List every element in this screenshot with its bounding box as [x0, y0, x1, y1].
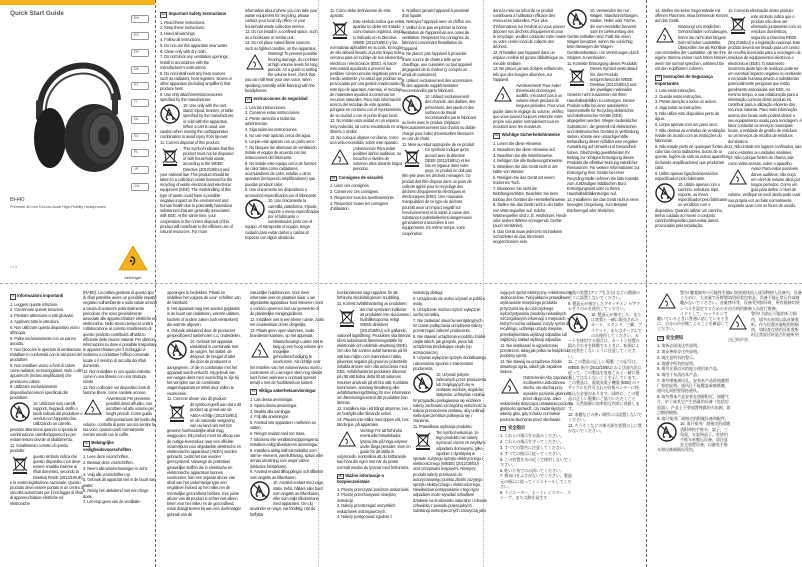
text-column: [413, 290, 487, 562]
instruction-text: 12. Installeer niet in een kleine ruimte, zoals een boekenkast of iets dergelijks.: [250, 316, 324, 327]
instruction-text: 6. Pulire esclusivamente con un panno asciutto.: [10, 335, 76, 346]
instruction-text: 4. Befolgen Sie alle Bedienungshinweise.: [493, 158, 564, 164]
instruction-text: 5. Använd inte apparaten i närheten av vatten.: [250, 420, 316, 431]
weee-bin-icon: [10, 455, 30, 475]
instruction-text: 2. Keep these instructions.: [160, 25, 206, 31]
brand-logo: [116, 245, 150, 281]
text-column: [568, 290, 642, 562]
instruction-text: 7. No bloquee las aberturas de ventilación. Instale el equipo de acuerdo con las instrucciones del fabricante.: [245, 144, 318, 161]
instruction-text: 2. Proszę przechowywać niniejszą instrukcję.: [337, 492, 396, 503]
language-code-badge: JP: [501, 425, 505, 430]
instruction-text: 8. 请勿将本产品安装在热源附近，如暖气片，炉子或其它产生热量的设备（包括功放器）。产品上不要放置裸露的火焰源，如点燃的蜡烛。: [657, 394, 731, 415]
instruction-text: 10. 请只使用厂商指定的或随货附带的手推车，架子，三角架，支架和桌子。若使用手推车来搬运设备，请注意安全放置设备，以避免手推车和设备倾倒而受伤。: [657, 421, 731, 453]
language-code-badge: NL: [84, 441, 89, 446]
text-column: [567, 8, 641, 280]
instruction-text: 5. No use este aparato cerca del agua.: [245, 133, 311, 139]
instruction-text: 12. No instale esta unidad en un espacio muy reducido, tal como encastrada en una librería o similar.: [330, 118, 403, 134]
headphones-image: [22, 38, 132, 178]
instruction-text: 6. Limpie este aparato con un paño seco.: [245, 138, 316, 144]
instruction-text: ¡Advertencia! Para evitar posibles daños auditivos, no escuche a niveles de volumen altos durante largos periodos.: [353, 145, 403, 172]
hearing-warning-icon: [655, 25, 675, 45]
instruction-text: 13. Ne placez jamais d'objets enflammés, tels que des bougies allumées, sur l'appareil.: [493, 66, 564, 82]
language-code-badge: PL: [338, 473, 343, 478]
instruction-text: 9. Use only attachments/accessories specified by the manufacturer.: [160, 91, 223, 103]
instruction-text: 5. Gebruik dit apparaat niet in de buurt van water.: [83, 477, 156, 488]
text-column: [160, 8, 234, 280]
language-code-badge: FR: [331, 175, 336, 180]
instruction-text: 4. 请遵守所有的说明。: [657, 360, 697, 366]
cart-tipover-warning-icon: [167, 340, 187, 360]
section-heading: [493, 132, 567, 139]
instruction-text: Dieses Symbol weist darauf hin, das Produkt entsprechend der WEEE Direktive (2012/19/EU) und der jeweiligen nationalen Gesetze nicht zusammen mit Ihren Haushaltsabfällen zu entsorgen. Dieses Produkt sollte bei einer autorisierten Sammelstelle für Recycling elektrischer und elektronischer Geräte (EEE) abgegeben werden. Wegen bedenklicher Substanzen, die generell mit elektrischen und elektronischen Geräten in Verbindung stehen, könnte eine unsachgemäße Behandlung dieser Abfallart eine negative Auswirkung auf Umwelt und Gesundheit haben. Gleichzeitig gewährleisten Ihr Beitrag zur richtigen Entsorgung dieses Produkts die effektive Nutzung natürlicher Ressourcen. Für weitere Informationen zur Entsorgung Ihrer Geräte bei einer Recycling-Stelle nehmen Sie bitte Kontakt zum zuständigen städtischen Büro, Entsorgungsamt oder zu Ihrem Haushaltsabfallentsorger auf.: [567, 66, 640, 197]
instruction-text: openingen te bedekken. Plaats en installeer het volgens de voor- schriften van de fabrikant.: [167, 290, 241, 306]
instruction-text: Avertissement! Pour éviter d'éventuels dommages auditifs, n'écoutez pas à un volume élevé pendant de longues périodes. Pour vous guider dans le réglage du volume, vérifiez que vous pouvez toujours entendre votre propre voix parler normalement tout en écoutant avec les écouteurs.: [493, 82, 565, 130]
text-column: [167, 290, 241, 562]
model-name: BH40: [10, 197, 25, 203]
instruction-text: 13. No coloque objetos con llama, como una vela encendida, sobre este aparato.: [330, 134, 399, 145]
instruction-text: 4. Volg alle voorschriften op.: [83, 471, 131, 477]
instruction-text: 5. 请勿在靠近水的地方使用本产品。: [657, 366, 721, 372]
instruction-text: 2. 请妥善保存这些说明。: [657, 349, 701, 355]
instruction-text: Varning! För att förhindra eventuella hörselskador, lyssna inte på höga volymer under långa perioder. Som en guide för att ställa in volymnivån, kontrollera att du fortfarande kan höra din egen röst när du pratar normalt medan du lyssnar med hörlurarna.: [337, 428, 411, 470]
instruction-text: 8. Do not install near any heat sources such as radiators, heat registers, stoves or other apparatus (including amplifiers) that produce heat.: [160, 70, 232, 92]
cart-tipover-warning-icon: [160, 104, 180, 124]
instruction-text: 3. Neem alle waarschuwingen in acht.: [83, 465, 148, 471]
language-code-badge: SV: [251, 389, 256, 394]
instruction-text: 10. Używać jedynie zalecanych przez producenta lub znajdujących się w zestawie wózków, stojaków, statywów, uchwytów i stołów. W przypadku posługiwania się wózkiem należy zachować szczególną ostrożność w trakcie przewożenia zestawu, aby uniknąć niebezpieczeństwa potknięcia się i zranienia.: [413, 371, 487, 424]
brand-name: behringer: [124, 275, 142, 280]
weee-bin-icon: [402, 148, 422, 168]
hearing-warning-icon: [493, 84, 513, 104]
guide-title: Quick Start Guide: [10, 10, 64, 17]
instruction-text: 5. Urządzenia nie wolno używać w pobliżu wody.: [413, 295, 485, 306]
language-tab-it[interactable]: IT: [131, 99, 149, 107]
fold-line: [0, 283, 802, 284]
instruction-text: 12. N'installez pas l'appareil dans un espace confiné tel qu'une bibliothèque ou meuble similaire.: [493, 50, 564, 66]
instruction-text: 4. Siga todas las instrucciones.: [245, 127, 298, 133]
product-subtitle: Premium 40 mm Circum-Aural High-Fidelity Headphones: [10, 205, 106, 209]
behringer-triangle-icon: [118, 245, 148, 271]
instruction-text: 2. Bewahren Sie diese Hinweise auf.: [493, 146, 556, 152]
language-code-badge: EN: [161, 12, 166, 16]
instruction-text: 警告! 聴覚障害の可能性を防ぐために、大音量で長時間聴かないでください。音量レベルを設定するためのガイドとして、ヘッドホンで聴いているときに普通に話しているときに、自分の声が聞こえることを確認してください。: [657, 290, 730, 332]
section-heading-text: 安全指示: [507, 424, 526, 430]
instruction-text: 3. Beachten Sie alle Warnhinweise.: [493, 152, 554, 158]
instruction-text: 10. Gebruik het apparaat uitsluitend in combinatie met de wagen, het statief, de driepoot, de beugel of tafel die door de producent is aangegeven, of die in combinatie met het apparaat wordt verkocht. Bij gebruik van een wagen dient men voorzichtig te zijn bij het verrijden van de combinatie wagen/apparaat en letsel door vallen te voorkomen.: [167, 338, 239, 396]
instruction-text: 8. Não instale perto de quaisquer fontes de calor tais como radiadores, bocas de ar quente, fogões de sala ou outros aparelhos (incluindo amplificadores) que produzam calor.: [655, 144, 729, 170]
section-heading-text: Informazioni importanti: [17, 293, 64, 298]
cover-accent-bar: [0, 0, 155, 5]
instruction-text: este símbolo indica que o produto não deve ser eliminado juntamente com os resíduos domésticos, segundo a Directiva REEE (2012/19/EU) e a legislação nacional. Este produto deverá ser levado para um centro de recolha licenciado para a reciclagem de resíduos de equipamentos eléctricos e electrónicos (EEE). O tratamento incorrecto deste tipo de resíduos pode ter um eventual impacto negativo no ambiente e na saúde humana devido a substâncias potencialmente perigosas que estão geralmente associadas aos EEE. Ao mesmo tempo, a sua colaboração para a eliminação correcta deste produto irá contribuir para a utilização eficiente dos recursos naturais. Para mais informação acerca dos locais onde poderá deixar o seu equipamento usado para reciclagem, é favor contactar os serviços municipais locais, a entidade de gestão de resíduos ou os serviços de recolha de resíduos domésticos.: [728, 13, 802, 144]
language-tab-cn[interactable]: CN: [131, 183, 149, 191]
weee-bin-icon: [167, 403, 187, 423]
section-heading-text: Important Safety Instructions: [168, 11, 227, 16]
instruction-text: 7. Non bloccare le aperture di ventilazione. Installare in conformità con le istruzioni del produttore.: [10, 346, 83, 363]
instruction-text: 9. Utilize apenas ligações/acessórios especificados pelo fabricante.: [655, 170, 718, 181]
instruction-text: Ten symbol wskazuje, że tego produktu nie należy wyrzucać razem ze zwykłymi odpadami domowymi, tylko zgodnie z dyrektywą w sprawie zużytego sprzętu elektrycznego i elektronicznego (WEEE) (2012/19/EU) oraz przepisami krajowymi. Niniejszy produkt należy przekazać do autoryzowanego punktu zbiórki zużytego sprzętu elektrycznego i elektronicznego. Niewłaściwe postępowanie z tego typu odpadami może wywołać szkodliwe działanie na środowisko naturalne i zdrowie człowieka z powodu potencjalnych substancji niebezpiecznych zazwyczaj jako: [413, 430, 487, 514]
hearing-warning-icon: [728, 167, 748, 187]
text-column: [728, 8, 802, 280]
instruction-text: 11. Correct disposal of this product:: [160, 140, 220, 145]
instruction-text: 11. Korrekt avfallshantering av produkten:: [337, 301, 408, 306]
instruction-text: kombinationen vagn-apparat, för att förhindra olycksfall genom snubbling.: [337, 290, 400, 301]
instruction-text: 8. Ne placez pas l'appareil à proximité d'une source de chaleur telle qu'un chauffage, une cuisinière ou tout appareil dégageant de la chaleur (y compris un ampli de puissance).: [402, 51, 472, 78]
instruction-text: 12. Installieren Sie das Gerät nicht in einer beengten Umgebung, zum Beispiel Bücherregal oder ähnliches.: [567, 197, 639, 213]
text-column: [83, 290, 157, 562]
instruction-text: 3. Heed all warnings.: [160, 31, 196, 37]
hearing-warning-icon: [657, 291, 677, 311]
instruction-text: 警告! 为防止可能的听力损伤，请勿长时间以高音量收听。作为设置音量级别的指南，请检查在使用耳机收听时正常说话时是否仍能听到自己的声音。: [728, 311, 799, 343]
instruction-text: 7. Blockieren Sie nicht die Belüftungsschlitze. Beachten Sie beim Einbau des Gerätes die Herstellerhinweise.: [493, 186, 567, 202]
hearing-warning-icon: [245, 52, 265, 72]
instruction-text: 4. Följ alla anvisningar.: [250, 414, 289, 420]
instruction-text: Ce symbole indique qu'en accord avec la directive DEEE (2012/19/EU) et les lois en vigueur dans votre pays, ce produit ne doit pas être jeté avec les déchets ménagers. Ce produit doit être déposé dans un point de collecte agréé pour le recyclage des déchets d'équipements électriques et électroniques (EEE). Une mauvaise manipulation de ce type de déchets pourrait avoir un impact négatif sur l'environnement et la santé à cause des substances potentiellement dangereuses généralement associées à ces équipements. En même temps, votre coopération: [402, 147, 472, 236]
text-column: [10, 290, 84, 562]
instruction-text: Aviso! Para evitar possíveis danos auditivos, não ouça em nível de volume altos por longos períodos. Como um guia para definir o nível de volume, verifique se você ainda pode ouvir sua própria voz ao falar normalmente enquanto ouve com os fones de ouvido.: [728, 166, 801, 208]
instruction-text: 9. 请只使用厂商指定的附属设备和配件。: [657, 415, 729, 421]
instruction-text: 11. この製品の正しい廃棄: この記号は、WEEE 指令 (2012/19/EU) および国内法に従って、この製品を家庭ごみと一緒に廃棄してはならないことを示しています。この製品は、廃電気電子機器 (EEE) のリサイクルを許可された収集センターに持ち込む必要があります。同時に、この製品の正しい廃棄にご協力いただくことで、天然資源の効率的な利用に貢献します。: [568, 359, 642, 412]
instruction-text: Este símbolo indica que este aparato no debe ser tratado como basura orgánica, según lo indicado en la Directiva WEEE (2012/19/EU) y las normativas aplicables en su país. En lugar de ello deberá llevarlo al punto limpio más cercano para el reciclaje de sus elementos eléctricos / electrónicos (EEE). Al hacer esto estará ayudando a prevenir las posibles consecuencias negativas para el medio ambiente y la salud que podrían ser provocadas por una gestión inadecuada de este tipo de aparatos. Además, el reciclaje de materiales ayudará a conservar los recursos naturales. Para más información acerca del reciclaje de este aparato, póngase en contacto con el Ayuntamiento de su ciudad o con el punto limpio local.: [330, 19, 404, 118]
instruction-text: 7. Blockera inte ventilationsöppningarna. Installera enligt tillverkarens anvisningar.: [250, 437, 319, 448]
instruction-text: 4. Należy postępować zgodnie z: [337, 514, 393, 520]
instruction-text: 6. 请用干布清洁本产品。: [657, 372, 701, 378]
version-label: V 1.0: [10, 265, 18, 269]
cart-tipover-warning-icon: [10, 402, 30, 422]
section-heading-text: Consignes de sécurité: [338, 174, 383, 180]
instruction-text: 5. N'utilisez jamais l'appareil à proximité d'un liquide.: [402, 8, 470, 19]
instruction-text: 3. Należy przestrzegać wszystkich wskazówek ostrzegawczych.: [337, 503, 396, 514]
language-tab-fr[interactable]: FR: [131, 49, 149, 57]
text-column: [330, 8, 404, 280]
instruction-text: 10. Utilizzare solo carrelli, supporti, treppiedi, staffe o tavoli indicati dal produttore o venduti con l'apparecchio. Utilizzando un carrello, prestare attenzione quando si sposta la combinazione carrello/apparecchio per evitare lesioni dovute al ribaltamento.: [10, 400, 83, 443]
section-heading-text: Viktiga säkerhetsanvisningar: [258, 388, 316, 394]
instruction-text: 12. Não instale em lugares confinados, tais como estantes ou unidades similares.: [728, 144, 802, 155]
instruction-text: 8. Installera aldrig intill värmekällor som värme- element, varmluftsintag, spisar eller annan utrustning som avger värme (inklusive förstärkare).: [250, 448, 323, 469]
instruction-text: 13. Do not place naked flame sources, such as lighted candles, on the apparatus.: [245, 40, 317, 51]
instruction-text: 2. これらの指示を守ってください。: [500, 439, 564, 445]
instruction-text: instrukcją obsługi.: [413, 290, 444, 295]
section-heading: [337, 473, 411, 485]
language-code-badge: CN: [658, 335, 663, 340]
language-tab-es[interactable]: ES: [131, 32, 149, 40]
instruction-text: 3. Preste atenção a todos os avisos.: [655, 99, 717, 105]
instruction-text: sujących sprzęt elektryczny i elektroniczny. Jednocześnie, Twój wkład w prawidłowe utylizowanie niniejszego produktu przyczynia się do oszczędnego wykorzystywania zasobów naturalnych. Szczegółowych informacji o miejscach, w których można oddawać zużyty sprzęt do recyklingu, udzielają urzędy miejskie, przedsiębiorstwa utylizacji odpadów lub najbliższy zakład utylizacji odpadów.: [500, 290, 573, 342]
instruction-text: Ostrzeżenie! Aby zapobiec możliwemu uszkodzeniu słuchu, nie słuchaj przy wysokim poziomie głośności przez długi czas. Jako wskazówkę dotyczącą ustawiania poziomu głośności sprawdź, czy nadal słyszysz własny głos, gdy mówisz normalnie podczas słuchania przez słuchawki.: [500, 375, 574, 422]
weee-bin-icon: [330, 20, 350, 40]
instruction-text: 6. Nettoyez l'appareil avec un chiffon sec.: [402, 19, 473, 24]
instruction-text: 8. Non installare vicino a fonti di calore come radiatori, termoregolatori, stufe o altri apparecchi (inclusi amplificatori) che producono calore.: [10, 362, 83, 384]
instruction-text: 3. すべての警告に注意してください。: [500, 445, 568, 451]
section-heading: [245, 96, 319, 103]
instruction-text: 1. Lisez ces consignes.: [330, 183, 370, 189]
instruction-text: 11. Correcte afvoer van dit product:: [167, 396, 227, 402]
language-tab-sv[interactable]: SV: [131, 133, 149, 141]
section-heading: [657, 335, 731, 342]
hearing-warning-icon: [250, 340, 270, 360]
instruction-text: 13. Placera inte källor med öppen eld, t.ex. tända ljus, på apparaten.: [337, 417, 410, 428]
instruction-text: 9. Använd endast tillkopplingar och tillbehör som angetts av tillverkaren.: [250, 469, 324, 480]
instruction-text: Waarschuwing! Luister niet te lang op een hoog volume om mogelijke gehoorbeschadiging te voorkomen. Als richtlijn voor het instellen van het volumeniveau moet u controleren of u uw eigen stem nog steeds kunt horen wanneer u normaal spreekt terwijl u met de hoofdtelefoon luistert.: [250, 338, 324, 386]
cart-tipover-warning-icon: [413, 373, 433, 393]
instruction-text: 9. 製造元が指定したアタッチメント/アクセサリのみを使用してください。: [568, 301, 641, 312]
instruction-text: 8. ラジエーター、ヒートレジスター、ストーブ、または熱を発生す: [500, 489, 572, 500]
instruction-text: 6. Clean only with dry cloth.: [160, 48, 207, 54]
instruction-text: natuurlijke hulpbronnen. Voor meer informatie over de plaatsen waar u uw afgedankte apparatuur kunt inleveren, kunt u contact opnemen met uw gemeente of de plaatselijke reinigingsdienst.: [250, 290, 323, 316]
instruction-text: 10. Utilize apenas com o carrinho, estrutura, tripé, suporte, ou mesa especificados pelo fabricante ou vendidos com o dispositivo. Quando utilizar um carrinho, tenha cuidado ao mover o conjunto carrinho/dispositivo para evitar danos provocados pela terpidação.: [655, 181, 728, 229]
instruction-text: 12. 本棚などの狭い場所には設置しないでください。: [568, 412, 642, 423]
weee-bin-icon: [160, 147, 180, 167]
instruction-text: 3. Prestare attenzione a tutti gli avvisi.: [10, 313, 74, 319]
language-code-badge: IT: [11, 294, 15, 298]
hearing-warning-icon: [83, 397, 103, 417]
instruction-text: 9. Utilizzare esclusivamente dispositivi/accessori specificati dal produttore.: [10, 384, 68, 400]
instruction-text: 12. Non installare in uno spazio ristretto, come in una libreria o in una struttura simile.: [83, 368, 151, 385]
section-heading-text: Instrucciones de seguridad: [253, 96, 308, 102]
instruction-text: 5. Non utilizzare questo dispositivo vicino all'acqua.: [10, 324, 80, 335]
instruction-text: 8. No instale este equipo cerca de fuentes de calor tales como radiadores, acumuladores de calor, estufas u otros aparatos (incluyendo amplificadores) que puedan producir calor.: [245, 160, 317, 187]
language-code-badge: DE: [494, 133, 499, 138]
instruction-text: 2. Spara dessa anvisningar.: [250, 402, 298, 408]
instruction-text: 1. Proszę przeczytać poniższe wskazówki.: [337, 486, 410, 492]
instruction-text: 3. Beakta alla varningar.: [250, 408, 291, 414]
instruction-text: 1. Leia estas instruções.: [655, 87, 697, 93]
instruction-text: 5. Não utilize este dispositivo perto de água.: [655, 111, 720, 122]
instruction-text: 10. Use únicamente la carretilla, plataforma, trípode, soporte o mesa especificados por el fabricante o suministrados junto con el equipo. Al transportar el equipo, tenga cuidado para evitar daños y caídas al tropezar con algún obstáculo.: [245, 198, 319, 240]
instruction-text: 13. Stellen Sie keine Gegenstände mit offenen Flammen, etwa brennende Kerzen, auf das Gerät.: [655, 8, 729, 24]
instruction-text: 3. 请注意所有的警示。: [657, 354, 697, 360]
instruction-text: 2. Conservez ces consignes.: [330, 189, 380, 195]
instruction-text: 5. この装置を水の近くで使用しないでください。: [500, 456, 572, 467]
instruction-text: 11. 如果液体流入或异物掉入设备内，设备请用原装包装盒，设备不能正常运作或被摔坏等，设备受到损坏时，所有维修均须由合格的维修人员进行维修。: [728, 290, 802, 311]
instruction-text: 2. Guarde estas instruções.: [655, 93, 702, 99]
instruction-text: 7. Do not block any ventilation openings. Install in accordance with the manufacturer's instructions.: [160, 54, 229, 70]
instruction-text: 9. Use únicamente los dispositivos o accesorios especificados por el fabricante.: [245, 187, 317, 198]
language-tab-jp[interactable]: JP: [131, 166, 149, 174]
instruction-text: 2. Conservare queste istruzioni.: [10, 307, 64, 313]
section-heading: [655, 74, 729, 86]
instruction-text: 13. ろうそくなどの裸火源を装置の上に置かないでください。: [568, 423, 642, 434]
language-tab-pt[interactable]: PT: [131, 82, 149, 90]
instruction-text: 7. Não obstrua as entradas de ventilação. Instale de acordo com as instruções do fabricante.: [655, 127, 726, 144]
instruction-text: 9. Utilisez exclusivement des accessoires et des appareils supplémentaires recommandés par le fabricant.: [402, 78, 473, 94]
section-heading-text: 安全须知: [665, 334, 683, 340]
instruction-text: 3. Respectez tous les avertissements.: [330, 194, 395, 200]
cart-tipover-warning-icon: [568, 313, 588, 333]
instruction-text: (RAEE). La cattiva gestione di questo tipo di rifiuti potrebbe avere un possibile impatto negativo sull'ambiente e sulla salute umana a causa di sostanze potenzialmente pericolose che sono generalmente associate alle apparecchiature elettriche ed elettroniche. Nello stesso tempo la vostra collaborazione al corretto smaltimento di questo prodotto contribuirà all'utilizzo efficiente delle risorse naturali. Per ulteriori informazioni su dove è possibile trasportare le apparecchiature per il riciclaggio vi invitiamo a contattare l'ufficio comunale locale o il servizio di raccolta dei rifiuti domestici.: [83, 290, 157, 368]
instruction-text: 13. Não coloque fontes de chama, tais como velas acesas, sobre o aparelho.: [728, 155, 794, 166]
text-column: [728, 290, 802, 562]
instruction-text: 1. Leggere queste istruzioni.: [10, 301, 58, 307]
language-code-badge: ES: [246, 97, 251, 102]
section-heading: [10, 293, 84, 300]
instruction-text: る他の装置 (アンプを含む) などの熱源の近くに設置しないでください。: [568, 290, 640, 301]
cart-tipover-warning-icon: [402, 95, 422, 115]
hearing-warning-icon: [500, 376, 520, 396]
language-code-badge: PT: [656, 75, 661, 80]
instruction-text: dans la mise au rebut de ce produit contribuera à l'utilisation efficace des ressources naturelles. Pour plus d'informations sur l'endroit où vous pouvez déposer vos déchets d'équipements pour le recyclage, veuillez contacter votre mairie ou votre centre local de collecte des déchets.: [493, 8, 566, 50]
instruction-text: 11. Mise au rebut appropriée de ce produit:: [402, 141, 475, 147]
cart-tipover-warning-icon: [567, 9, 587, 29]
instruction-text: 12. Installera inte i ett trångt utrymme, t.ex. i en bokhylla eller liknande enhet.: [337, 406, 411, 417]
instruction-text: 4. Siga todas as instruções.: [655, 105, 702, 111]
instruction-text: 11. Smaltimento corretto di questo prodotto:: [10, 442, 68, 454]
instruction-text: 8. Nie stawiać urządzenia w pobliżu źródeł ciepła takich, jak grzejniki, piece lub urządzenia produkujące ciepło (np. wzmacniacze).: [413, 334, 486, 355]
instruction-text: 10. 製造元が指定した、または装置と一緒に販売されたカート、スタンド、三脚、ブラケット、またはテーブルでのみ使用してください。カートを使用する場合は、カートと装置の組み合わせを移動するときに、転倒による怪我をしないように注意してください。: [568, 312, 642, 359]
instruction-text: 7. 请勿堵塞通风孔。安装本产品时请遵照厂家的说明。通风孔不能覆盖或被堵塞，通风孔周围要保持通风。: [657, 378, 729, 394]
text-column: [250, 290, 324, 562]
instruction-text: 7. Veillez à ne pas empêcher la bonne ventilation de l'appareil via ses ouïes de ventilation. Respectez les consignes du fabricant concernant l'installation de l'appareil.: [402, 24, 470, 51]
instruction-text: 11. Correcta eliminação deste produto:: [728, 8, 794, 13]
instruction-text: 11. Prawidłowa utylizacja produktu:: [413, 424, 473, 430]
instruction-text: 6. Rengör endast med torr trasa.: [250, 431, 306, 437]
instruction-text: 6. Limpe apenas com um pano seco.: [655, 122, 719, 128]
language-tab-pl[interactable]: PL: [131, 149, 149, 157]
instruction-text: 5. Betreiben Sie das Gerät nicht in der Nähe von Wasser.: [493, 164, 558, 175]
instruction-text: 9. Gebruik uitsluitend door de producent gespecificeerd toebehoren c.q. onderdelen.: [167, 327, 241, 338]
instruction-text: 7. 換気口をふさがないでください。製造元の指示に従ってインストールしてください。: [500, 473, 572, 489]
text-column: [402, 8, 476, 280]
instruction-text: 10. Use only with the cart, stand, tripod, bracket, or table specified by the manufacturer, or sold with the apparatus. When a cart is used, use caution when moving the cart/apparatus combination to avoid injury from tip-over.: [160, 102, 234, 140]
instruction-text: 4. Follow all instructions.: [160, 36, 202, 42]
cart-tipover-warning-icon: [245, 199, 265, 219]
instruction-text: 1. Read these instructions.: [160, 19, 206, 25]
instruction-text: 7. Nie zasłaniać otworów wentylacyjnych. W czasie podłączania urządzenia należy przestrzegać zaleceń producenta.: [413, 317, 484, 334]
cart-tipover-warning-icon: [655, 183, 675, 203]
instruction-text: 4. Respectez toutes les consignes d'utilisation.: [330, 200, 389, 211]
text-column: [500, 290, 574, 562]
instruction-text: 9. Używać wyłącznie sprzętu dodatkowego i akcesoriów zgodnie z zaleceniami producenta.: [413, 355, 487, 371]
instruction-text: 4. Applicare tutte le istruzioni.: [10, 318, 60, 324]
weee-bin-icon: [413, 431, 433, 451]
cart-tipover-warning-icon: [250, 481, 270, 501]
instruction-text: 11. Cómo debe deshacerse de este aparato:: [330, 8, 391, 19]
instruction-text: 6. Reinigen Sie das Gerät mit einem trockenen Tuch.: [493, 175, 555, 186]
language-tab-en[interactable]: EN: [131, 15, 149, 23]
section-heading-text: Belangrijke veiligheidsvoorschriften: [83, 440, 131, 453]
instruction-text: Avvertenza! Per prevenire possibili danni all'udito, non ascoltare ad alto volume per lunghi periodi. Come guida all'impostazione del livello del volume, controlla di poter ancora sentire la tua voce, quando parli normalmente mentre ascolti con le cuffie.: [83, 395, 156, 438]
instruction-text: 13. Non collocare sul dispositivo fonti di fiamme libere, come candele accese.: [83, 384, 150, 396]
weee-bin-icon: [728, 15, 748, 35]
text-column: [655, 8, 729, 280]
instruction-text: 8. Het apparaat mag niet worden geplaatst in de buurt van radiatoren, warmte-uitlaten, kachels of andere zaken (ook versterkers) die warmte afgeven.: [167, 306, 240, 327]
instruction-text: 12. Do not install in a confined space, such as a bookcase or similar unit.: [245, 29, 318, 40]
instruction-text: 1. Läs dessa anvisningar.: [250, 397, 294, 403]
hearing-warning-icon: [728, 312, 748, 332]
instruction-text: 13. Plaats geen open vlammen, zoals brandende kaarsen, op het apparaat.: [250, 327, 315, 338]
instruction-text: 9. Das Gerät muss jederzeit mit intaktem Schutzleiter an das Stromnetz angeschlossen sein.: [493, 229, 563, 245]
instruction-text: 10. Använd endast med vagn, stativ, trefot, hållare eller bord som angetts av tillverkaren, eller som säljs tillsammans med apparaten. Om du använder en vagn, var försiktig, när du förflyttar: [250, 480, 324, 517]
instruction-text: 12. Nie instalować w ograniczonej przestrzeni, takiej jak półka na książki lub podobny sprzęt.: [500, 342, 570, 359]
section-heading-text: Instruções de Segurança Importantes: [655, 74, 713, 86]
text-column: [657, 290, 731, 562]
instruction-text: 13. Nie stawiaj na urządzeniu źródeł otwartego ognia, takich jak zapalone świece.: [500, 358, 562, 375]
instruction-text: den här symbolen indikerar att produkten inte ska kastas i hushållssoporna, enligt WEEE direktivet (2012/19/EU) och gällande, nationell lagstiftning. Produkten ska lämnas till ett auktoriserat återvinningsställe för elektronisk och elektrisk utrustning (EEE). Om den här sortens avfall hanteras på fel sätt kan miljön, och människors hälsa, påverkas negativt på grund av potentiella riskabla ämnen som ofta associeras med EEE. Avfallshanteras produkten däremot på rätt sätt bidrar detta till att naturens resurser används på ett bra sätt. Kontakta kommunen, ansvarig förvaltning eller avfallshanteringsföretag för mer information om återvinningscentral där produkten kan lämnas.: [337, 306, 411, 406]
instruction-text: 1. これらの指示をお読みください。: [500, 433, 564, 439]
instruction-text: 6. Urządzenie można czyścić wyłącznie suchą szmatką.: [413, 306, 481, 317]
hearing-warning-icon: [337, 429, 357, 449]
instruction-text: 11. Korrekte Entsorgung dieses Produkts:: [567, 60, 638, 66]
instruction-text: 8. Stellen Sie das Gerät nicht in der Nähe von Wärmequellen auf. Solche Wärmequellen sind z. B. Heizkörper, Herde oder andere Wärme erzeugende Geräte (auch Verstärker).: [493, 202, 567, 229]
instruction-text: Warning! To prevent possible hearing damage, do not listen at high volume levels for long periods. As a guide to setting the volume level, check that you can still hear your own voice, when speaking normally while listening with the headphones.: [245, 51, 319, 93]
instruction-text: 10. Verwenden Sie nur Wagen, Standvorrichtungen, Stative, Halter oder Tische, die vom Hersteller benannt oder im Lieferumfang des Geräts enthalten sind. Falls Sie einen Wagen benutzen, sehen Sie vorsichtig beim Bewegen der Wagen-Gerätkombination, um Verletzungen durch Stolpern zu vermeiden.: [567, 8, 640, 60]
section-heading: [250, 388, 324, 395]
instruction-text: 1. 请务必阅读这些说明。: [657, 343, 701, 349]
instruction-text: 1. Lea las instrucciones.: [245, 104, 286, 110]
hearing-warning-icon: [330, 147, 350, 167]
instruction-text: 3. Preste atención a todas las advertencias.: [245, 116, 296, 127]
section-heading-text: Ważne informacje o bezpieczeństwie: [337, 472, 385, 485]
section-heading: [330, 175, 404, 182]
instruction-text: 6. Reinig het uitsluitend met een droge doek.: [83, 488, 149, 499]
text-column: [337, 290, 411, 562]
section-heading: [83, 440, 157, 452]
instruction-text: 2. Conserve estas instrucciones.: [245, 110, 301, 116]
instruction-text: 7. Let erop geen van de ventilatie-: [83, 499, 141, 505]
weee-bin-icon: [567, 67, 587, 87]
weee-bin-icon: [337, 308, 357, 328]
section-heading: [500, 425, 574, 432]
language-tab-nl[interactable]: NL: [131, 116, 149, 124]
text-column: [245, 8, 319, 280]
instruction-text: 6. 乾いた布でのみ拭いてください。: [500, 467, 564, 473]
instruction-text: 1. Lees deze voorschriften.: [83, 454, 129, 460]
instruction-text: information about where you can take your waste equipment for recycling, please contact your local city office, or your household waste collection service.: [245, 8, 318, 29]
section-heading-text: Wichtige Sicherheitshinweise: [501, 132, 560, 138]
instruction-text: 2. Bewaar deze voorschriften.: [83, 460, 134, 466]
cart-tipover-warning-icon: [657, 422, 677, 442]
instruction-text: dit symbool geeft aan dat u dit product op grond van de AEEA-richtlijn (2012/19/EU) en de nationale wetgeving van uw land niet met het gewone huishoudelijke afval mag weggooien. Dit product moet na afloop van de nuttige levensduur naar een officiële inzamelpunt voor afgedankte elektrische en elektronische apparatuur (AEEA) worden gebracht, zodat het kan worden gerecycleerd. Vanwege de potentieel gevaarlijke stoffen die in elektrische en elektronische apparatuur kunnen voorkomen, kan een onjuiste afvoer van afval van het onderhavige type een negatieve invloed op het milieu en de menselijke gezondheid hebben. Een juiste afvoer van dit product is echter niet alleen beter voor het milieu en de gezondheid, maar draagt tevens bij aan een doelmatiger gebruik van de: [167, 402, 241, 517]
instruction-text: 5. Do not use this apparatus near water.: [160, 42, 228, 48]
instruction-text: This symbol indicates that this product must not be disposed of with household waste, according to the WEEE Directive (2012/19/EU) and your national law. This product should be taken to a collection center licensed for the recycling of waste electrical and electronic equipment (EEE). The mishandling of this type of waste could have a possible negative impact on the environment and human health due to potentially hazardous substances that are generally associated with EEE. At the same time, your cooperation in the correct disposal of this product will contribute to the efficient use of natural resources. For more: [160, 145, 234, 235]
instruction-text: 1. Lesen Sie diese Hinweise.: [493, 141, 543, 147]
instruction-text: questo simbolo indica che questo dispositivo non deve essere smaltito insieme ai rifiuti domestici, secondo la Direttiva RAEE (2012/19/UE) e la vostra legislazione nazionale. Questo prodotto deve essere portato in un centro di raccolta autorizzato per il riciclaggio di rifiuti di apparecchiature elettriche ed elettroniche: [10, 453, 84, 506]
instruction-text: Warnung! Um möglichen Gehörschäden vorzubeugen, hören Sie nicht über längere Zeit mit hoher Lautstärke. Überprüfen Sie als Richtlinie zum Einstellen der Lautstärke, ob Sie Ihre eigene Stimme immer noch hören können, wenn Sie normal sprechen, während Sie mit den Kopfhörern zuhören.: [655, 24, 728, 71]
instruction-text: 10. Utilisez exclusivement des chariots, des diables, des présentoirs, des pieds et des surfaces de travail recommandés par le fabricant ou livrés avec le produit. Déplacez précautionneusement tout chariot ou diable chargé pour éviter d'éventuelles blessures en cas de chute.: [402, 94, 476, 141]
section-heading: [160, 11, 234, 18]
language-tab-de[interactable]: DE: [131, 66, 149, 74]
instruction-text: 4. すべての指示に従ってください。: [500, 450, 564, 456]
text-column: [493, 8, 567, 280]
